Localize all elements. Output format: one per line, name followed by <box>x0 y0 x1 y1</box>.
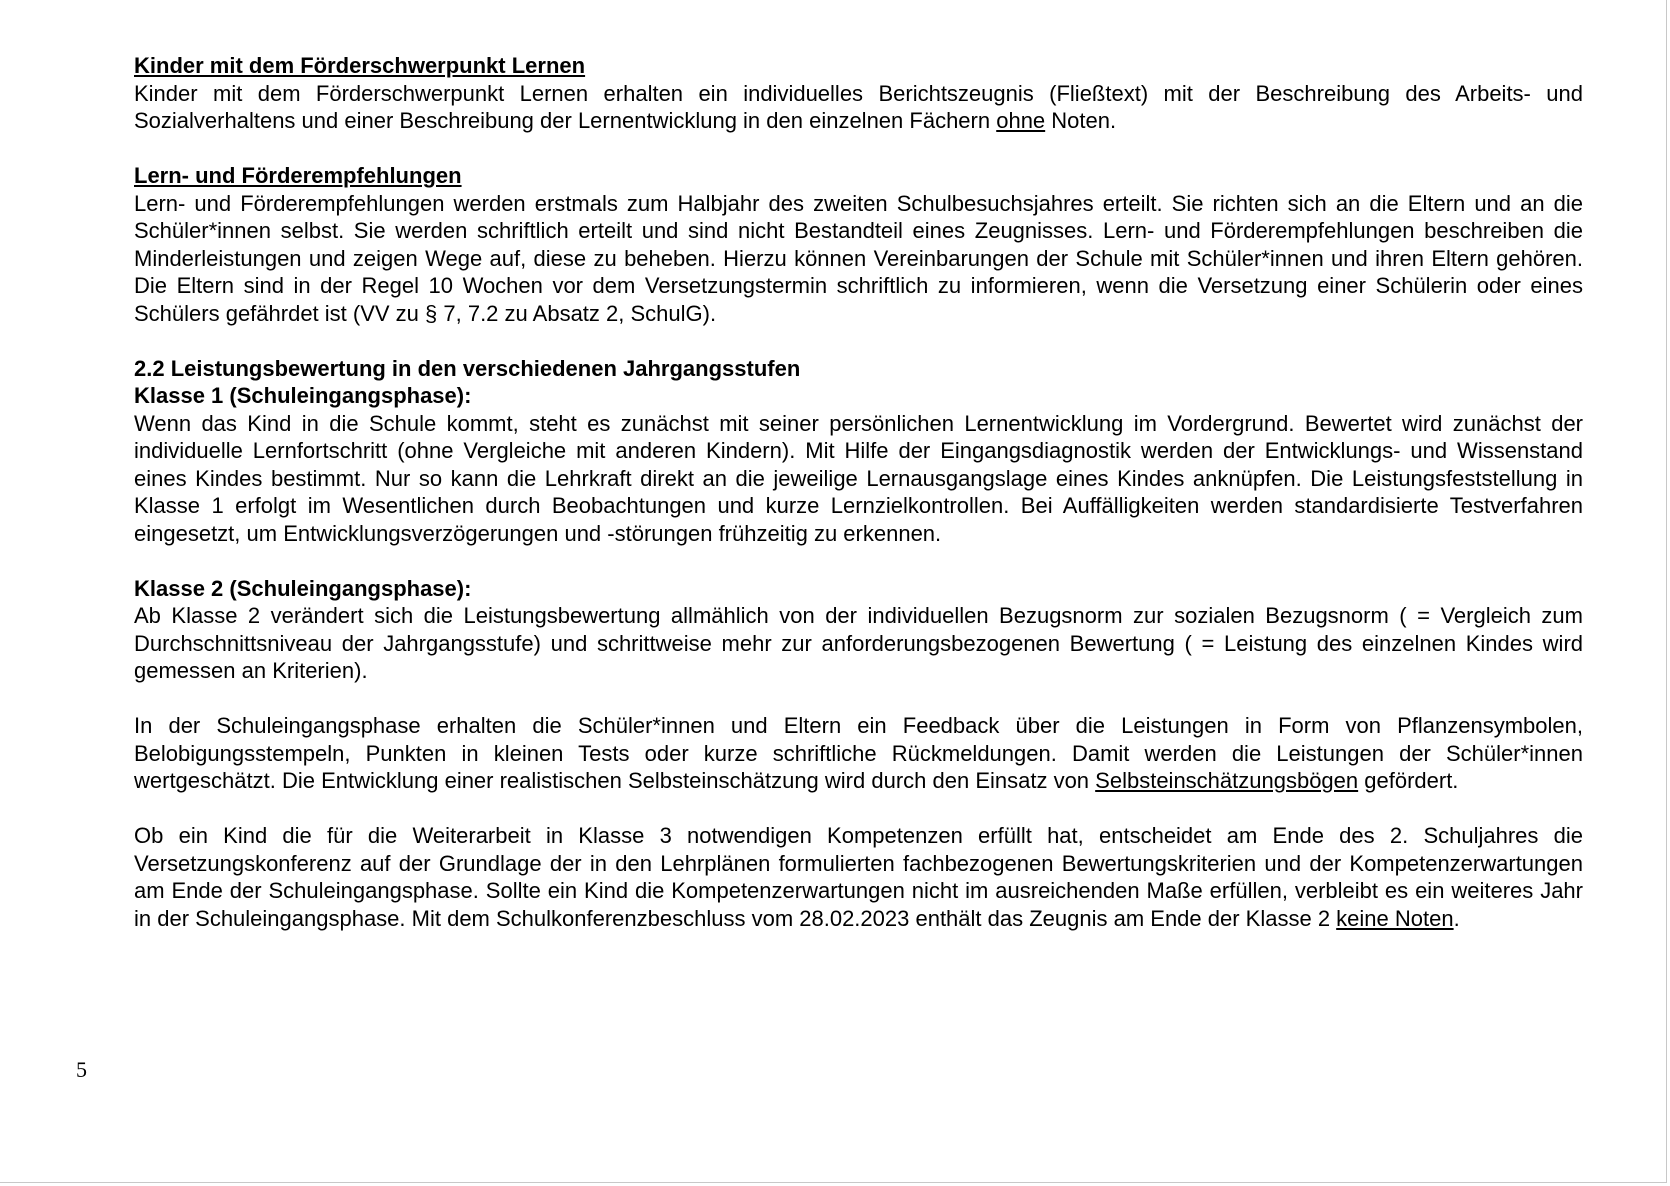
heading-section-2-2: 2.2 Leistungsbewertung in den verschiedenen Jahrgangsstufen <box>134 355 801 381</box>
paragraph-feedback <box>134 712 1583 795</box>
paragraph-foerderschwerpunkt-lernen <box>134 80 1583 135</box>
spacer <box>134 327 1583 355</box>
heading-lern-foerderempfehlungen: Lern- und Förderempfehlungen <box>134 163 462 188</box>
spacer <box>134 795 1583 823</box>
spacer <box>134 547 1583 575</box>
paragraph-text: . <box>1453 905 1460 931</box>
paragraph-klasse-2: Ab Klasse 2 verändert sich die Leistungsbewertung allmählich von der individuellen Bezugsnorm zur sozialen Bezugsnorm ( = Vergleich zum Durchschnittsniveau der Jahrgangsstufe) und schrittweise mehr zur anforderungsbezogenen Bewertung ( = Leistung des einzelnen Kindes wird gemessen an Kriterien). <box>134 603 1583 683</box>
heading-foerderschwerpunkt-lernen: Kinder mit dem Förderschwerpunkt Lernen <box>134 53 586 78</box>
paragraph-versetzung <box>134 822 1583 932</box>
spacer <box>134 685 1583 713</box>
underlined-word-ohne: ohne <box>996 108 1046 133</box>
paragraph-text: In der Schuleingangsphase erhalten die Schüler*innen und Eltern ein Feedback über die Leistungen in Form von Pflanzensymbolen, Belobigungsstempeln, Punkten in kleinen Tests oder kurze schriftliche Rückmeldungen. Damit werden die Leistungen der Schüler*innen wertgeschätzt. Die Entwicklung einer realistischen Selbsteinschätzung wird durch den Einsatz von <box>134 713 1583 793</box>
document-body <box>134 52 1583 932</box>
page-number: 5 <box>76 1057 87 1082</box>
paragraph-text: Noten. <box>1045 108 1117 133</box>
spacer <box>134 135 1583 163</box>
underlined-selbsteinschaetzungsboegen: Selbsteinschätzungsbögen <box>1095 768 1359 793</box>
paragraph-text: Ob ein Kind die für die Weiterarbeit in Klasse 3 notwendigen Kompetenzen erfüllt hat, entscheidet am Ende des 2. Schuljahres die Versetzungskonferenz auf der Grundlage der in den Lehrplänen formulierten fachbezogenen Bewertungskriterien und der Kompetenzerwartungen am Ende der Schuleingangsphase. Sollte ein Kind die Kompetenzerwartungen nicht im ausreichenden Maße erfüllen, verbleibt es ein weiteres Jahr in der Schuleingangsphase. Mit dem Schulkonferenzbeschluss vom 28.02.2023 enthält das Zeugnis am Ende der Klasse 2 <box>134 823 1583 931</box>
underlined-keine-noten: keine Noten <box>1336 905 1454 931</box>
paragraph-klasse-1: Wenn das Kind in die Schule kommt, steht es zunächst mit seiner persönlichen Lernentwicklung im Vordergrund. Bewertet wird zunächst der individuelle Lernfortschritt (ohne Vergleiche mit anderen Kindern). Mit Hilfe der Eingangsdiagnostik werden der Entwicklungs- und Wissenstand eines Kindes bestimmt. Nur so kann die Lehrkraft direkt an die jeweilige Lernausgangslage eines Kindes anknüpfen. Die Leistungsfeststellung in Klasse 1 erfolgt im Wesentlichen durch Beobachtungen und kurze Lernzielkontrollen. Bei Auffälligkeiten werden standardisierte Testverfahren eingesetzt, um Entwicklungsverzögerungen und -störungen frühzeitig zu erkennen. <box>134 410 1583 546</box>
paragraph-text: gefördert. <box>1358 768 1459 793</box>
paragraph-lern-foerderempfehlungen: Lern- und Förderempfehlungen werden erstmals zum Halbjahr des zweiten Schulbesuchsjahres erteilt. Sie richten sich an die Eltern und an die Schüler*innen selbst. Sie werden schriftlich erteilt und sind nicht Bestandteil eines Zeugnisses. Lern- und Förderempfehlungen beschreiben die Minderleistungen und zeigen Wege auf, diese zu beheben. Hierzu können Vereinbarungen der Schule mit Schüler*innen und ihren Eltern gehören. Die Eltern sind in der Regel 10 Wochen vor dem Versetzungstermin schriftlich zu informieren, wenn die Versetzung einer Schülerin oder eines Schülers gefährdet ist (VV zu § 7, 7.2 zu Absatz 2, SchulG). <box>134 190 1583 326</box>
paragraph-text: Kinder mit dem Förderschwerpunkt Lernen erhalten ein individuelles Berichtszeugnis (Fließtext) mit der Beschreibung des Arbeits- und Sozialverhaltens und einer Beschreibung der Lernentwicklung in den einzelnen Fächern <box>134 80 1583 133</box>
heading-klasse-1: Klasse 1 (Schuleingangsphase): <box>134 383 472 408</box>
heading-klasse-2: Klasse 2 (Schuleingangsphase): <box>134 575 472 601</box>
